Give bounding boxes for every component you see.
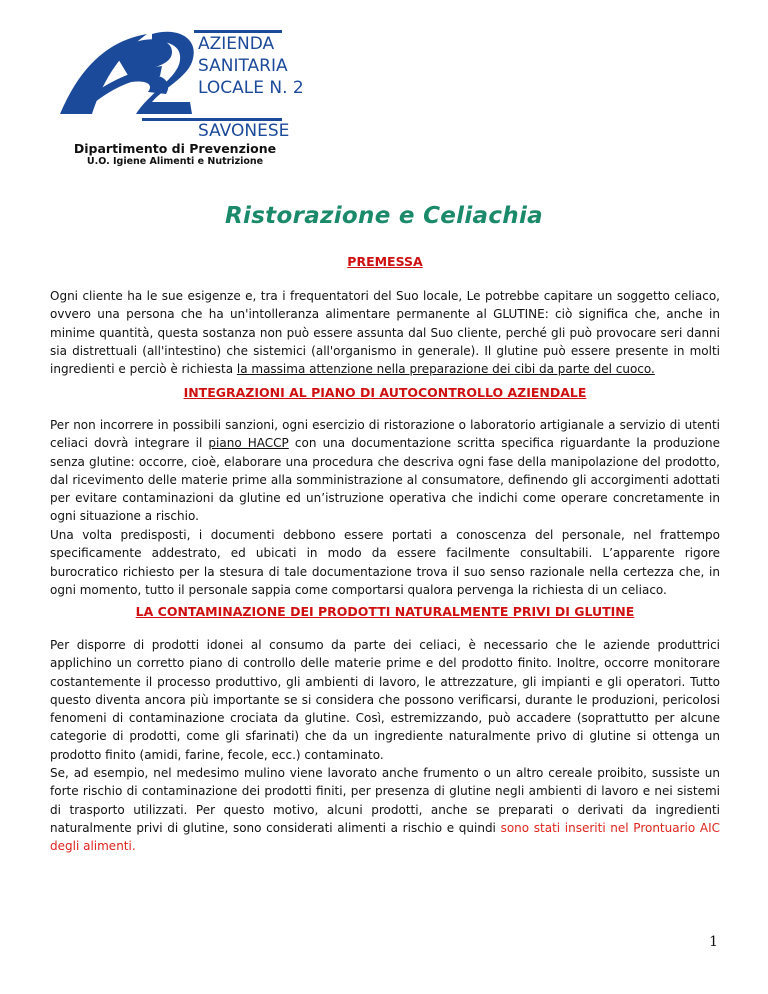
logo-line-4: SAVONESE bbox=[198, 121, 290, 141]
department-name: Dipartimento di Prevenzione bbox=[73, 141, 277, 156]
heading-integrazioni bbox=[50, 385, 720, 400]
prontuario-aic-text: sono stati inseriti nel Prontuario AIC degli alimenti. bbox=[50, 820, 720, 854]
logo-line-2: SANITARIA bbox=[198, 56, 288, 76]
heading-premessa-text: PREMESSA bbox=[347, 254, 423, 269]
haccp-link-text: piano HACCP bbox=[208, 436, 289, 451]
premessa-text: Ogni cliente ha le sue esigenze e, tra i frequentatori del Suo locale, Le potrebbe capitare un soggetto celiaco, ovvero una persona che ha un'intolleranza alimentare permanente al GLUTINE: ciò significa che, anche in minime quantità, questa sostanza non può essere assunta dal Suo cliente, perché gli può provocare seri danni sia distrettuali (all'intestino) che sistemici (all'organismo in generale). Il glutine può essere presente in molti ingredienti e perciò è richiesta bbox=[50, 289, 720, 377]
page-number: 1 bbox=[709, 934, 718, 950]
logo-line-1: AZIENDA bbox=[198, 34, 275, 54]
logo-line-3: LOCALE N. 2 bbox=[198, 78, 304, 98]
heading-contaminazione bbox=[50, 604, 720, 619]
paragraph-contaminazione-1: Per disporre di prodotti idonei al consumo da parte dei celiaci, è necessario che le aziende produttrici applichino un corretto piano di controllo delle materie prime e del prodotto finito. Inoltre, occorre monitorare costantemente il processo produttivo, gli ambienti di lavoro, le attrezzature, gli impianti e gli operatori. Tutto questo diventa ancora più importante se si considera che possono verificarsi, durante le produzioni, pericolosi fenomeni di contaminazione crociata da glutine. Così, estremizzando, può accadere (soprattutto per alcune categorie di prodotti, come gli sfarinati) che da un ingrediente naturalmente privo di glutine si ottenga un prodotto finito (amidi, farine, fecole, ecc.) contaminato. bbox=[50, 638, 720, 762]
integrazioni-p1-before: Per non incorrere in possibili sanzioni, ogni esercizio di ristorazione o laboratorio artigianale a servizio di utenti celiaci dovrà integrare il bbox=[50, 418, 720, 451]
paragraph-contaminazione-2 bbox=[50, 764, 720, 855]
heading-premessa bbox=[50, 254, 720, 269]
asl2-logo-graphic bbox=[52, 22, 304, 141]
heading-integrazioni-text: INTEGRAZIONI AL PIANO DI AUTOCONTROLLO AZIENDALE bbox=[183, 385, 587, 400]
paragraph-premessa bbox=[50, 287, 720, 378]
contaminazione-p2-before: Se, ad esempio, nel medesimo mulino viene lavorato anche frumento o un altro cereale proibito, sussiste un forte rischio di contaminazione dei prodotti finiti, per presenza di glutine negli ambienti di lavoro e nei sistemi di trasporto utilizzati. Per questo motivo, alcuni prodotti, anche se preparati o derivati da ingredienti naturalmente privi di glutine, sono considerati alimenti a rischio e quindi bbox=[50, 766, 720, 835]
premessa-underlined-text: la massima attenzione nella preparazione dei cibi da parte del cuoco. bbox=[236, 362, 655, 377]
asl2-logo bbox=[52, 22, 304, 141]
unit-name: U.O. Igiene Alimenti e Nutrizione bbox=[86, 156, 264, 167]
document-title: Ristorazione e Celiachia bbox=[225, 203, 543, 229]
paragraph-integrazioni-1 bbox=[50, 416, 720, 526]
integrazioni-p1-after: con una documentazione scritta specifica riguardante la produzione senza glutine: occorre, cioè, elaborare una procedura che descriva ogni fase della manipolazione del prodotto, dal ricevimento delle materie prime alla somministrazione al consumatore, definendo gli accorgimenti adottati per evitare contaminazioni da glutine ed un’istruzione operativa che indichi come operare concretamente in ogni situazione a rischio. bbox=[50, 436, 720, 524]
heading-contaminazione-text: LA CONTAMINAZIONE DEI PRODOTTI NATURALMENTE PRIVI DI GLUTINE bbox=[135, 604, 635, 619]
paragraph-integrazioni-2: Una volta predisposti, i documenti debbono essere portati a conoscenza del personale, nel frattempo specificamente addestrato, ed ubicati in modo da essere facilmente consultabili. L’apparente rigore burocratico richiesto per la stesura di tale documentazione trova il suo senso razionale nella certezza che, in ogni momento, tutto il personale sappia come comportarsi qualora pervenga la richiesta di un celiaco. bbox=[50, 528, 720, 597]
